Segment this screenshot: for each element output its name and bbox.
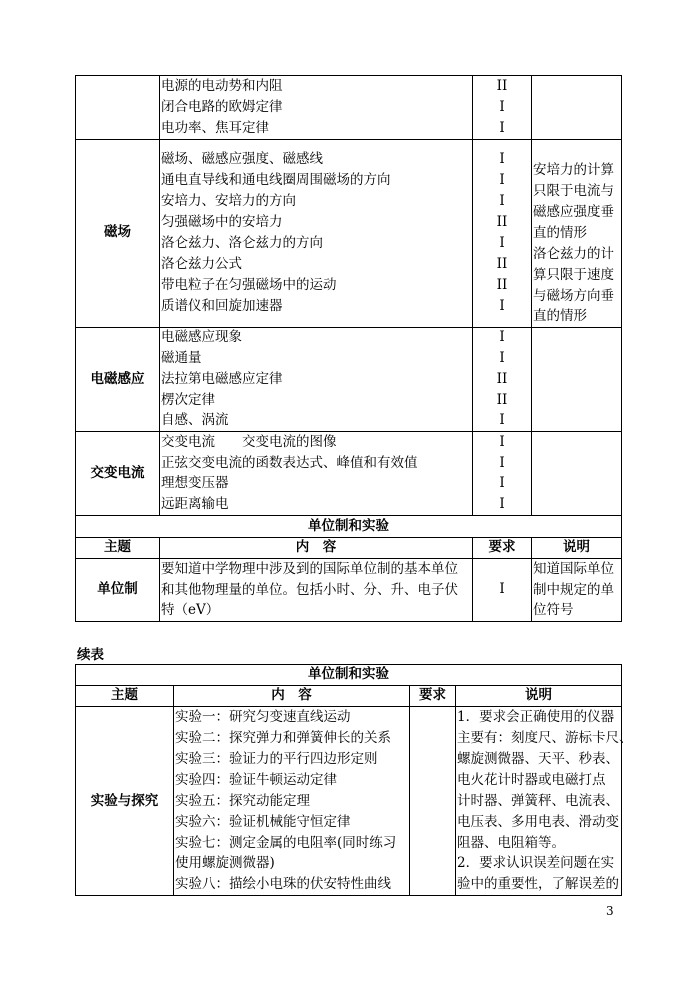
level-cell: I <box>499 151 505 167</box>
content-line: 实验三：验证力的平行四边形定则 <box>175 751 378 767</box>
topic-cell: 电磁感应 <box>90 371 145 387</box>
column-divider <box>455 685 456 896</box>
continued-label: 续表 <box>77 647 104 663</box>
content-line: 实验一：研究匀变速直线运动 <box>175 709 351 725</box>
header-level: 要求 <box>419 687 446 703</box>
content-cell: 远距离输电 <box>161 496 229 512</box>
level-cell: I <box>499 235 505 251</box>
level-cell: I <box>499 172 505 188</box>
level-cell: II <box>496 392 508 408</box>
content-cell: 通电直导线和通电线圈周围磁场的方向 <box>161 172 391 188</box>
level-cell: I <box>499 434 505 450</box>
content-cell: 法拉第电磁感应定律 <box>161 371 283 387</box>
header-content: 内 容 <box>295 539 337 555</box>
content-cell: 电源的电动势和内阻 <box>161 78 283 94</box>
content-cell: 电功率、焦耳定律 <box>161 120 269 136</box>
level-cell: I <box>499 193 505 209</box>
content-line: 实验二：探究弹力和弹簧伸长的关系 <box>175 730 391 746</box>
level-cell: I <box>499 350 505 366</box>
level-cell: I <box>499 329 505 345</box>
header-note: 说明 <box>563 539 590 555</box>
table-1-border-top <box>75 75 622 76</box>
level-cell: II <box>496 214 508 230</box>
note-line: 计时器、弹簧秤、电流表、 <box>457 793 619 809</box>
header-content: 内 容 <box>271 687 312 703</box>
table-1-border-bottom <box>75 621 622 622</box>
content-line: 实验四：验证牛顿运动定律 <box>175 772 337 788</box>
level-cell: I <box>499 298 505 314</box>
topic-cell: 实验与探究 <box>90 793 159 809</box>
note-line: 洛仑兹力的计 <box>533 246 614 262</box>
level-cell: II <box>496 78 508 94</box>
section-title: 单位制和实验 <box>308 666 389 682</box>
header-note: 说明 <box>525 687 552 703</box>
header-level: 要求 <box>488 539 516 555</box>
content-cell: 正弦交变电流的函数表达式、峰值和有效值 <box>161 455 418 471</box>
row-divider <box>75 327 622 328</box>
content-cell: 电磁感应现象 <box>161 329 242 345</box>
column-divider <box>531 75 532 516</box>
content-cell: 洛仑兹力公式 <box>161 256 242 272</box>
level-cell: I <box>499 120 505 136</box>
content-line: 实验六：验证机械能守恒定律 <box>175 814 351 830</box>
content-line: 要知道中学物理中涉及到的国际单位制的基本单位 <box>161 561 458 577</box>
note-line: 与磁场方向垂 <box>533 288 614 304</box>
content-cell: 匀强磁场中的安培力 <box>161 214 283 230</box>
note-line: 直的情形 <box>533 225 587 241</box>
content-cell: 楞次定律 <box>161 392 215 408</box>
header-topic: 主题 <box>104 539 131 555</box>
content-line: 使用螺旋测微器) <box>175 855 275 871</box>
level-cell: I <box>499 581 505 597</box>
note-line: 主要有：刻度尺、游标卡尺、 <box>457 730 633 746</box>
content-line: 实验七：测定金属的电阻率(同时练习 <box>175 835 397 851</box>
content-line: 特（eV） <box>161 602 220 618</box>
content-line: 和其他物理量的单位。包括小时、分、升、电子伏 <box>161 582 458 598</box>
table-2-border-right <box>621 664 622 896</box>
note-line: 知道国际单位 <box>533 561 614 577</box>
table-1-border-right <box>621 75 622 622</box>
table-2-border-bottom <box>75 895 622 896</box>
note-line: 1．要求会正确使用的仪器 <box>457 709 615 725</box>
note-line: 2．要求认识误差问题在实 <box>457 855 615 871</box>
content-cell: 磁通量 <box>161 350 202 366</box>
content-line: 实验八：描绘小电珠的伏安特性曲线 <box>175 876 391 892</box>
header-topic: 主题 <box>111 687 138 703</box>
page-number: 3 <box>606 904 614 918</box>
row-divider <box>75 431 622 432</box>
content-cell: 质谱仪和回旋加速器 <box>161 298 283 314</box>
content-cell: 带电粒子在匀强磁场中的运动 <box>161 277 337 293</box>
content-cell: 闭合电路的欧姆定律 <box>161 99 283 115</box>
note-line: 螺旋测微器、天平、秒表、 <box>457 751 619 767</box>
content-cell: 洛仑兹力、洛仑兹力的方向 <box>161 235 323 251</box>
content-cell: 交变电流 交变电流的图像 <box>161 434 337 450</box>
level-cell: I <box>499 412 505 428</box>
topic-cell: 磁场 <box>104 224 131 240</box>
note-line: 磁感应强度垂 <box>533 204 614 220</box>
note-line: 阻器、电阻箱等。 <box>457 835 565 851</box>
content-line: 实验五：探究动能定理 <box>175 793 310 809</box>
note-line: 位符号 <box>533 602 574 618</box>
note-line: 验中的重要性，了解误差的 <box>457 876 619 892</box>
section-title: 单位制和实验 <box>308 518 389 534</box>
topic-cell: 交变电流 <box>90 465 145 481</box>
content-cell: 理想变压器 <box>161 475 229 491</box>
column-divider <box>159 75 160 516</box>
note-line: 制中规定的单 <box>533 582 614 598</box>
note-line: 电火花计时器或电磁打点 <box>457 772 606 788</box>
note-line: 电压表、多用电表、滑动变 <box>457 814 619 830</box>
level-cell: II <box>496 371 508 387</box>
content-cell: 安培力、安培力的方向 <box>161 193 296 209</box>
note-line: 直的情形 <box>533 308 587 324</box>
level-cell: I <box>499 455 505 471</box>
row-divider <box>75 139 622 140</box>
level-cell: I <box>499 99 505 115</box>
column-divider <box>409 685 410 896</box>
content-cell: 自感、涡流 <box>161 412 229 428</box>
level-cell: II <box>496 277 508 293</box>
content-cell: 磁场、磁感应强度、磁感线 <box>161 151 323 167</box>
level-cell: I <box>499 496 505 512</box>
column-divider <box>173 685 174 896</box>
level-cell: I <box>499 475 505 491</box>
note-line: 只限于电流与 <box>533 183 614 199</box>
topic-cell: 单位制 <box>97 581 138 597</box>
note-line: 算只限于速度 <box>533 267 614 283</box>
level-cell: II <box>496 256 508 272</box>
note-line: 安培力的计算 <box>533 162 614 178</box>
